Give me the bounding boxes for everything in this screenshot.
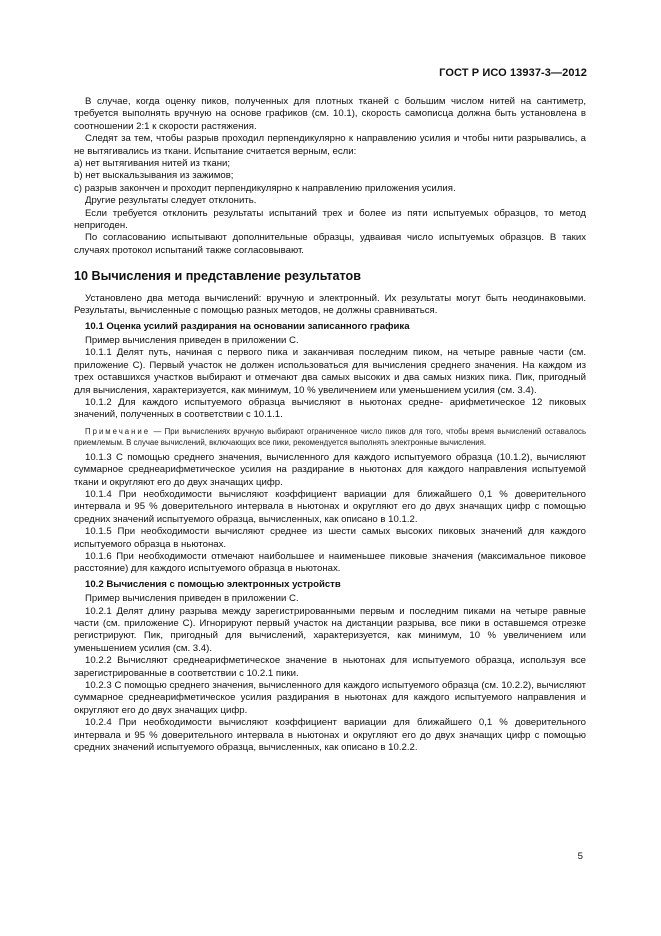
clause-10-1-6: 10.1.6 При необходимости отмечают наибольшее и наименьшее пиковые значения (максимальное пиковое расстояние) для каждого испытуемого образца в ньютонах.: [74, 551, 586, 575]
paragraph: Пример вычисления приведен в приложении С.: [85, 593, 299, 605]
note: [74, 426, 586, 448]
clause-10-2-1: 10.2.1 Делят длину разрыва между зарегистрированными первым и последним пиками на четыре равные части (см. приложение С). Игнорируют первый участок на дистанции разрыва, все пики в оставшемся отрезке регистрируют. Пик, пригодный для вычислений, характеризуется, как минимум, 10 % увеличением или уменьшением усилия (см. 3.4).: [74, 605, 586, 654]
paragraph: По согласованию испытывают дополнительные образцы, удваивая число испытуемых образцов. В таких случаях протокол испытаний также согласовывают.: [74, 232, 586, 256]
clause-10-1-1: 10.1.1 Делят путь, начиная с первого пика и заканчивая последним пиком, на четыре равные части (см. приложение С). Первый участок не должен использоваться для вычисления среднего значения. На каждом из трех оставшихся участков выбирают и отмечают два самых высоких и два самых низких пика. Пик, пригодный для вычисления, характеризуется, как минимум, 10 % увеличением или уменьшением усилия (см. 3.4).: [74, 347, 586, 396]
clause-10-1-5: 10.1.5 При необходимости вычисляют среднее из шести самых высоких пиковых значений для каждого испытуемого образца в ньютонах.: [74, 526, 586, 550]
clause-10-1-3: 10.1.3 С помощью среднего значения, вычисленного для каждого испытуемого образца (10.1.2), вычисляют суммарное среднеарифметическое усилия на раздирание в ньютонах для каждого направления испытуемой ткани и округляют его до двух значащих цифр.: [74, 451, 586, 488]
subsection-heading: 10.2 Вычисления с помощью электронных устройств: [85, 578, 341, 590]
paragraph: Если требуется отклонить результаты испытаний трех и более из пяти испытуемых образцов, то метод непригоден.: [74, 207, 586, 232]
page-number: 5: [577, 851, 583, 862]
note-label: Примечание: [85, 426, 151, 436]
paragraph: Установлено два метода вычислений: вручную и электронный. Их результаты могут быть неодинаковыми. Результаты, вычисленные с помощью разных методов, не должны сравниваться.: [74, 292, 586, 317]
clause-10-1-2: 10.1.2 Для каждого испытуемого образца вычисляют в ньютонах средне- арифметическое 12 пиковых значений, полученных в соответствии с 10.1.1.: [74, 396, 586, 421]
list-item: b) нет выскальзывания из зажимов;: [74, 170, 234, 182]
note-text: — При вычислениях вручную выбирают ограниченное число пиков для того, чтобы время вычислений оставалось приемлемым. В случае вычислений, включающих все пики, рекомендуется выполнять электронные вычисления.: [74, 426, 587, 447]
paragraph: Пример вычисления приведен в приложении С.: [85, 334, 299, 346]
section-heading: 10 Вычисления и представление результатов: [74, 269, 361, 284]
page-content: [74, 96, 586, 755]
clause-10-2-2: 10.2.2 Вычисляют среднеарифметическое значение в ньютонах для испытуемого образца, используя все зарегистрированные в соответствии с 10.2.1 пики.: [74, 655, 586, 679]
clause-10-1-4: 10.1.4 При необходимости вычисляют коэффициент вариации для ближайшего 0,1 % доверительного интервала и 95 % доверительного интервала в ньютонах и округляют его до двух значащих цифр с помощью средних значений испытуемого образца, вычисленных, как описано в 10.1.2.: [74, 488, 586, 525]
document-id-header: ГОСТ Р ИСО 13937-3—2012: [439, 67, 587, 79]
paragraph: В случае, когда оценку пиков, полученных для плотных тканей с большим числом нитей на сантиметр, требуется выполнять вручную на основе графиков (см. 10.1), скорость самописца должна быть установлена в соотношении 2:1 к скорости растяжения.: [74, 96, 586, 132]
clause-10-2-4: 10.2.4 При необходимости вычисляют коэффициент вариации для ближайшего 0,1 % доверительного интервала и 95 % доверительного интервала в ньютонах и округляют его до двух значащих цифр с помощью средних значений испытуемого образца, вычисленных, как описано в 10.2.2.: [74, 717, 586, 754]
paragraph: Следят за тем, чтобы разрыв проходил перпендикулярно к направлению усилия и чтобы нити разрывались, а не вытягивались из ткани. Испытание считается верным, если:: [74, 133, 586, 157]
clause-10-2-3: 10.2.3 С помощью среднего значения, вычисленного для каждого испытуемого образца (см. 10.2.2), вычисляют суммарное среднеарифметическое усилия раздирания в ньютонах для каждого испытуемого направления и округляют его до двух значащих цифр.: [74, 680, 586, 716]
paragraph: Другие результаты следует отклонить.: [85, 195, 257, 207]
list-item: a) нет вытягивания нитей из ткани;: [74, 158, 231, 170]
list-item: c) разрыв закончен и проходит перпендикулярно к направлению приложения усилия.: [74, 182, 456, 194]
subsection-heading: 10.1 Оценка усилий раздирания на основании записанного графика: [85, 320, 410, 332]
